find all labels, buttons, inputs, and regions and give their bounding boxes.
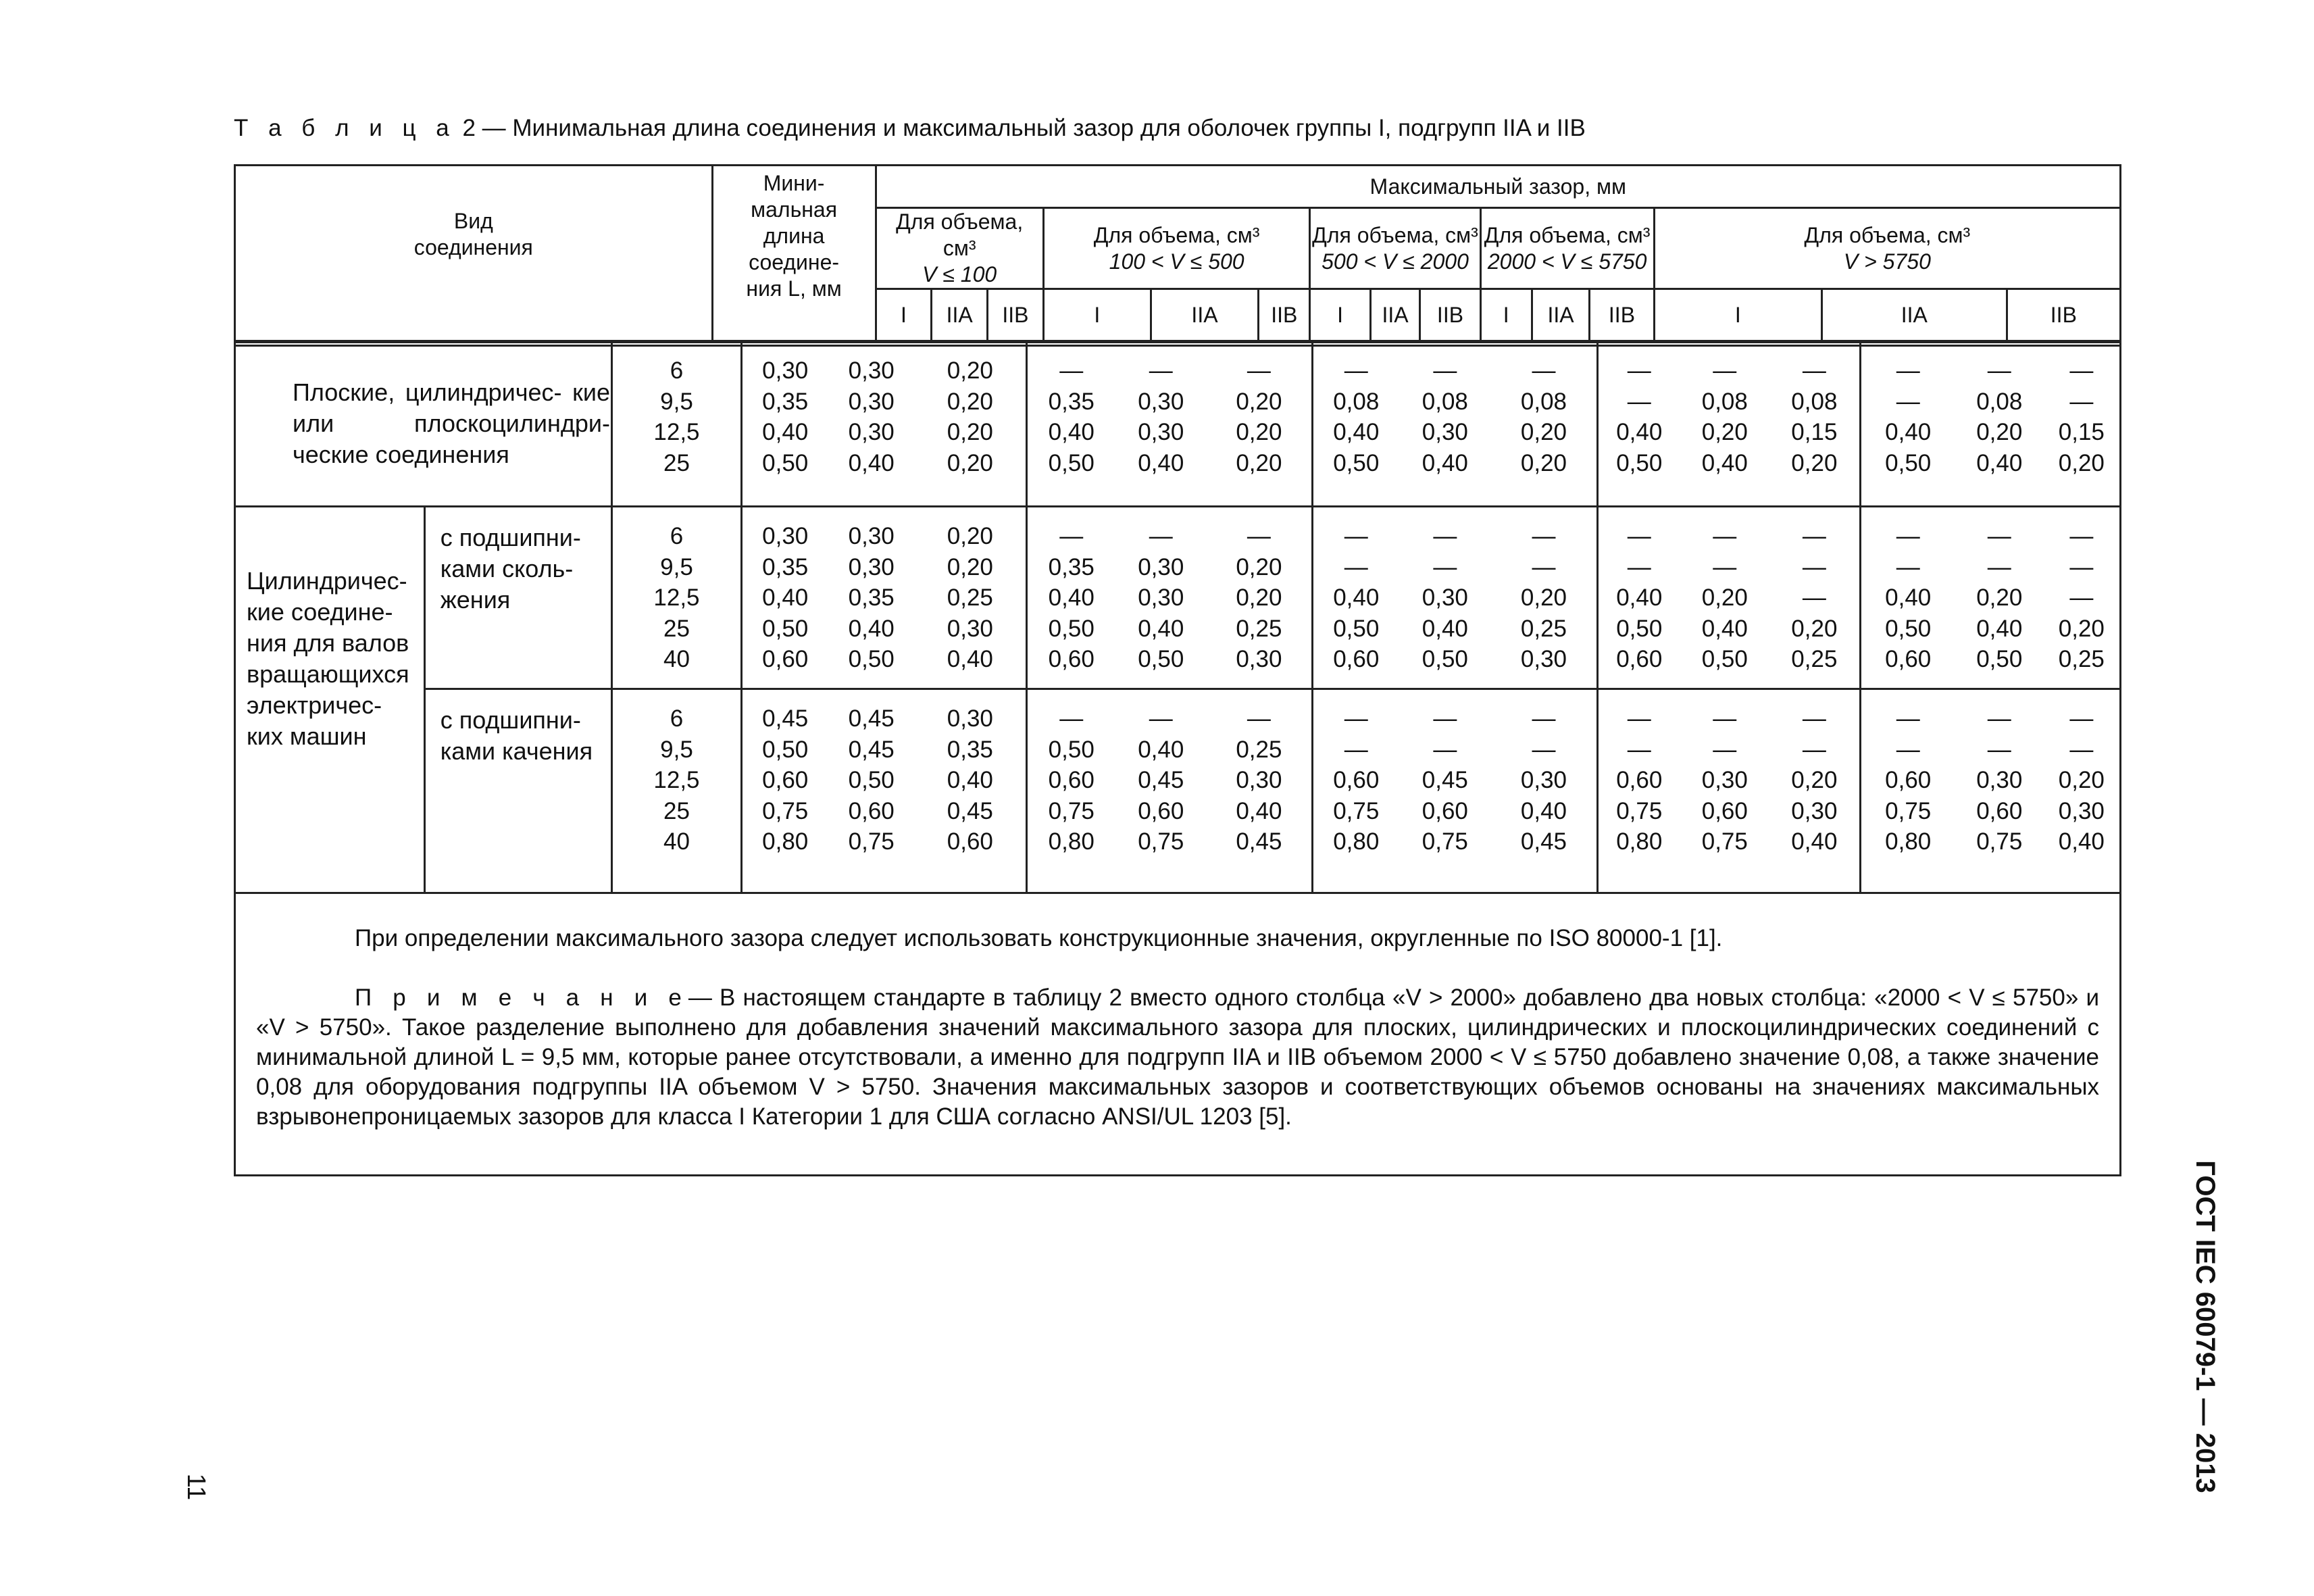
note-text: — В настоящем стандарте в таблицу 2 вместо одного столбца «V > 2000» добавлено два новых столбца: «2000 < V ≤ 5750» и «V > 5750». Такое разделение выполнено для добавления значений максимального зазора для плоских, цилиндрических и плоскоцилиндрических соединений с минимальной длиной L = 9,5 мм, которые ранее отсутствовали, а именно для подгрупп IIA и IIB объемом 2000 < V ≤ 5750 добавлено значение 0,08, а также значение 0,08 для оборудования подгруппы IIA объемом V > 5750. Значения максимальных зазоров и соответствующих объемов основаны на значениях максимальных взрывонепроницаемых зазоров для класса I Категории 1 для США согласно ANSI/UL 1203 [5]. xyxy=(256,984,2099,1130)
group-header: I xyxy=(876,289,932,344)
volume-header-3-line2: 500 < V ≤ 2000 xyxy=(1322,249,1469,274)
gap-value-cell: — — 0,40 0,50 0,60 xyxy=(1598,507,1680,689)
gap-value-cell: — 0,30 0,30 0,40 0,50 xyxy=(1115,507,1207,689)
subkind-rolling: с подшипни- ками качения xyxy=(424,689,612,893)
gap-value-cell: 0,30 0,30 0,30 0,40 xyxy=(828,341,915,507)
gap-value-cell: — 0,08 0,15 0,20 xyxy=(1769,341,1860,507)
gap-value-cell: — — 0,30 0,60 0,75 xyxy=(1955,689,2044,893)
length-cell: 6 9,5 12,5 25 40 xyxy=(612,689,741,893)
gap-value-cell: — 0,08 0,30 0,40 xyxy=(1399,341,1491,507)
volume-header-5-line1: Для объема, см³ xyxy=(1804,222,1971,247)
caption-text: 2 — Минимальная длина соединения и максимальный зазор для оболочек группы I, подгрупп IIA и IIB xyxy=(462,115,1586,141)
kind-flat xyxy=(235,341,612,507)
header-kind-label: Вид соединения xyxy=(413,209,533,259)
gap-value-cell: — — 0,45 0,60 0,75 xyxy=(1399,689,1491,893)
gap-value-cell: — — 0,20 0,30 0,40 xyxy=(1769,689,1860,893)
volume-header-4-line1: Для объема, см³ xyxy=(1484,222,1651,247)
volume-header-1-line2: V ≤ 100 xyxy=(922,262,997,286)
gap-value-cell: — — 0,20 0,30 0,40 xyxy=(2044,689,2121,893)
gap-value-cell: — 0,08 0,20 0,20 xyxy=(1491,341,1598,507)
group-header: IIA xyxy=(1151,289,1258,344)
kind-flat-label: Плоские, цилиндричес- кие или плоскоцилиндри- ческие соединения xyxy=(293,378,610,468)
gap-value-cell: 0,30 0,30 0,35 0,40 0,50 xyxy=(828,507,915,689)
table-caption xyxy=(234,115,1586,142)
gap-value-cell: — 0,50 0,60 0,75 0,80 xyxy=(1027,689,1115,893)
gap-value-cell: 0,30 0,35 0,40 0,50 0,60 xyxy=(741,507,828,689)
page-number-text: 11 xyxy=(182,1473,211,1500)
group-header: I xyxy=(1310,289,1370,344)
gap-value-cell: — — 0,20 0,40 0,50 xyxy=(1680,507,1769,689)
volume-header-5-line2: V > 5750 xyxy=(1843,249,1931,274)
document-title-text: ГОСТ IEC 60079-1 — 2013 xyxy=(2190,1159,2220,1493)
note-paragraph-1: При определении максимального зазора следует использовать конструкционные значения, округленные по ISO 80000-1 [1]. xyxy=(355,925,1723,951)
gap-value-cell: 0,30 0,35 0,40 0,50 xyxy=(741,341,828,507)
volume-header-3-line1: Для объема, см³ xyxy=(1312,222,1478,247)
note-paragraph-2 xyxy=(256,983,2099,1132)
header-min-length xyxy=(712,166,876,344)
header-max-gap-label: Максимальный зазор, мм xyxy=(1369,174,1626,199)
gap-value-cell: — — 0,20 0,25 0,30 xyxy=(1491,507,1598,689)
gap-value-cell: — — 0,60 0,75 0,80 xyxy=(1312,689,1399,893)
gap-value-cell: — 0,20 0,20 0,25 0,30 xyxy=(1207,507,1312,689)
volume-header-5 xyxy=(1654,208,2120,289)
volume-header-1 xyxy=(876,208,1043,289)
gap-value-cell: 0,20 0,20 0,25 0,30 0,40 xyxy=(915,507,1027,689)
gap-table-body xyxy=(234,340,2121,1176)
gap-value-cell: — 0,08 0,20 0,40 xyxy=(1680,341,1769,507)
group-header: I xyxy=(1043,289,1151,344)
group-header: IIB xyxy=(1420,289,1480,344)
group-header: IIB xyxy=(988,289,1044,344)
gap-value-cell: — 0,40 0,45 0,60 0,75 xyxy=(1115,689,1207,893)
group-header: IIA xyxy=(1821,289,2007,344)
group-header: IIB xyxy=(2007,289,2120,344)
volume-header-3 xyxy=(1310,208,1480,289)
gap-value-cell: 0,20 0,20 0,20 0,20 xyxy=(915,341,1027,507)
note-label: П р и м е ч а н и е xyxy=(355,984,688,1011)
gap-value-cell: — — 0,30 0,40 0,45 xyxy=(1491,689,1598,893)
group-header: I xyxy=(1654,289,1821,344)
gap-value-cell: 0,45 0,50 0,60 0,75 0,80 xyxy=(741,689,828,893)
gap-value-cell: — — 0,60 0,75 0,80 xyxy=(1598,689,1680,893)
volume-header-2-line1: Для объема, см³ xyxy=(1093,222,1260,247)
note-cell xyxy=(235,893,2121,1176)
group-header: IIB xyxy=(1259,289,1310,344)
length-cell: 6 9,5 12,5 25 40 xyxy=(612,507,741,689)
subkind-sliding: с подшипни- ками сколь- жения xyxy=(424,507,612,689)
page-number xyxy=(176,1466,216,1507)
gap-value-cell: — — 0,40 0,50 xyxy=(1598,341,1680,507)
gap-value-cell: — — 0,40 0,50 xyxy=(1860,341,1955,507)
gap-value-cell: — — 0,40 0,50 0,60 xyxy=(1860,507,1955,689)
gap-value-cell: — — 0,15 0,20 xyxy=(2044,341,2121,507)
volume-header-2-line2: 100 < V ≤ 500 xyxy=(1109,249,1244,274)
group-header: IIB xyxy=(1590,289,1654,344)
gap-value-cell: — — 0,30 0,40 0,50 xyxy=(1399,507,1491,689)
gap-value-cell: — — 0,40 0,50 0,60 xyxy=(1312,507,1399,689)
group-header: IIA xyxy=(1370,289,1420,344)
gap-value-cell: 0,45 0,45 0,50 0,60 0,75 xyxy=(828,689,915,893)
gap-value-cell: — 0,30 0,30 0,40 xyxy=(1115,341,1207,507)
gap-value-cell: — 0,25 0,30 0,40 0,45 xyxy=(1207,689,1312,893)
header-kind xyxy=(235,166,713,344)
gap-value-cell: 0,30 0,35 0,40 0,45 0,60 xyxy=(915,689,1027,893)
gap-value-cell: — 0,08 0,20 0,40 xyxy=(1955,341,2044,507)
volume-header-4-line2: 2000 < V ≤ 5750 xyxy=(1487,249,1647,274)
kind-cylindrical: Цилиндричес- кие соедине- ния для валов вращающихся электричес- ких машин xyxy=(235,507,425,893)
gap-value-cell: — — 0,20 0,40 0,50 xyxy=(1955,507,2044,689)
length-cell: 6 9,5 12,5 25 xyxy=(612,341,741,507)
gap-value-cell: — 0,35 0,40 0,50 xyxy=(1027,341,1115,507)
volume-header-4 xyxy=(1480,208,1654,289)
gap-value-cell: — 0,20 0,20 0,20 xyxy=(1207,341,1312,507)
document-title-vertical xyxy=(2174,1161,2235,1492)
gap-value-cell: — — 0,60 0,75 0,80 xyxy=(1860,689,1955,893)
group-header: IIA xyxy=(1532,289,1589,344)
group-header: IIA xyxy=(932,289,988,344)
caption-label: Т а б л и ц а xyxy=(234,115,456,141)
gap-value-cell: — — 0,30 0,60 0,75 xyxy=(1680,689,1769,893)
gap-value-cell: — — — 0,20 0,25 xyxy=(1769,507,1860,689)
gap-value-cell: — 0,35 0,40 0,50 0,60 xyxy=(1027,507,1115,689)
volume-header-1-line1: Для объема, см³ xyxy=(896,209,1024,260)
header-min-length-label: Мини- мальная длина соедине- ния L, мм xyxy=(746,171,842,301)
gap-value-cell: — — — 0,20 0,25 xyxy=(2044,507,2121,689)
header-max-gap xyxy=(876,166,2120,208)
gap-value-cell: — 0,08 0,40 0,50 xyxy=(1312,341,1399,507)
group-header: I xyxy=(1480,289,1532,344)
volume-header-2 xyxy=(1043,208,1310,289)
gap-table xyxy=(234,164,2121,347)
